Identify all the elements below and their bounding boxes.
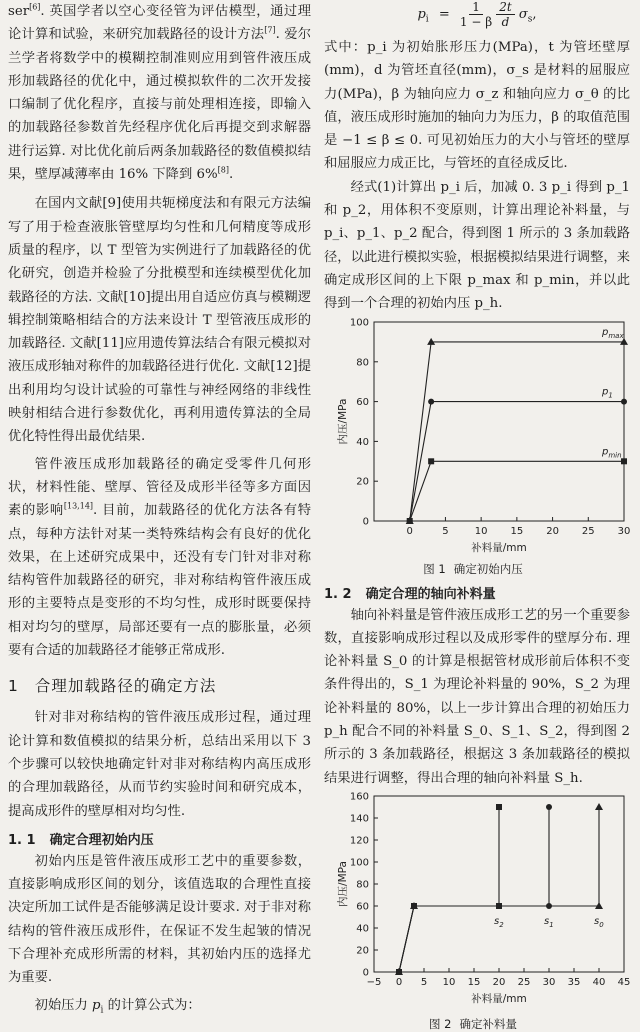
x-tick-label: 25 (517, 976, 531, 988)
series-line-pmin (410, 461, 624, 521)
x-tick-label: 5 (442, 525, 449, 537)
y-tick-label: 120 (349, 835, 369, 847)
x-axis-label: 补料量/mm (471, 992, 527, 1005)
y-tick-label: 80 (356, 879, 369, 891)
y-tick-label: 60 (356, 901, 369, 913)
right-paragraph-2: 经式(1)计算出 p_i 后，加减 0. 3 p_i 得到 p_1 和 p_2，用体积不变原则，计算出理论补料量，与 p_i、p_1、p_2 配合，得到图 1 所示的 3 条加载路径，以此进行模拟实验，根据模拟结果进行调整，来确定成形区间的上下限 p_max 和 p_min，并以此得到一个合理的初始内压 p_h. (324, 179, 630, 312)
x-tick-label: 15 (510, 525, 524, 537)
y-tick-label: 60 (356, 396, 369, 408)
x-tick-label: 10 (442, 976, 456, 988)
x-tick-label: 45 (617, 976, 630, 988)
data-point-pmin (407, 518, 413, 524)
x-tick-label: 35 (567, 976, 581, 988)
plot-frame (374, 322, 624, 521)
y-tick-label: 160 (349, 791, 369, 803)
figure-1-chart (324, 316, 630, 561)
y-tick-label: 0 (362, 967, 369, 979)
left-paragraph-5: 初始内压是管件液压成形工艺中的重要参数，直接影响成形区间的划分，该值选取的合理性直接决定所加工试件是否能够满足设计要求. 对于非对称结构的管件液压成形件，在保证不发生起皱的情况下合理补充成形所需的材料，其初始内压的选择尤为重要. (8, 853, 311, 986)
x-tick-label: 5 (420, 976, 428, 988)
data-point-pmin (621, 458, 627, 464)
left-paragraph-3: 管件液压成形加载路径的确定受零件几何形状，材料性能、壁厚、管径及成形半径等多方面因素的影响[13,14]. 目前，加载路径的优化方法各有特点，每种方法针对某一类特殊结构会有良好的优化效果，在上述研究成果中，还没有专门针对非对称结构管件加载路径的研究，非对称结构管件液压成形的主要特点是变形的不均匀性，成形时既要保持相对均匀的壁厚，局部还要有一点的膨胀量，必须要有合适的加载路径才能够正常成形. (8, 456, 312, 659)
y-tick-label: 40 (356, 923, 369, 935)
data-point-s0 (595, 803, 603, 810)
series-label-pmin: $p_{min}$ (602, 445, 622, 459)
figure-2-caption: 图 2 确定补料量 (429, 1016, 517, 1031)
left-paragraph-1: ser[6]. 英国学者以空心变径管为评估模型，通过理论计算和试验，来研究加载路径的设计方法[7]. 爱尔兰学者将数学中的模糊控制准则应用到管件液压成形加载路径的优化中，通过模拟软件的二次开发接口编制了优化程序，直接与前处理相连接，即输入的加载路径参数首先经程序优化后再提交到求解器进行运算. 对比优化前后两条加载路径的数值模拟结果，壁厚减薄率由 16% 下降到 6%[8]. (8, 2, 311, 183)
series-line-pmax (410, 341, 624, 520)
data-point-s1 (546, 804, 552, 810)
x-tick-label: 20 (546, 525, 559, 537)
section-1-heading: 1 合理加载路径的确定方法 (8, 677, 217, 696)
y-tick-label: 20 (356, 945, 369, 957)
series-label-s2: $s_2$ (494, 915, 504, 929)
series-line-s2 (399, 807, 499, 972)
data-point-s2 (496, 804, 502, 810)
series-label-pmax: $p_{max}$ (602, 326, 624, 340)
y-tick-label: 80 (356, 356, 369, 368)
x-axis-label: 补料量/mm (471, 541, 527, 554)
left-paragraph-2: 在国内文献[9]使用共轭梯度法和有限元方法编写了用于检查液胀管壁厚均匀性和几何精度等成形质量的程序，以 T 型管为实例进行了加载路径的优化研究，创造并检验了分批模型和连续模型优化加载路径的方法. 文献[10]提出用自适应仿真与模糊逻辑控制策略相结合的方法来设计 T 型管液压成形的加载路径. 文献[11]应用遗传算法结合有限元模拟对液压成形轴对称件的加载路径进行优化. 文献[12]提出利用均匀设计试验的可靠性与神经网络的非线性映射相结合进行参数优化，再利用遗传算法的全局优化特性得出最优结果. (8, 196, 311, 445)
x-tick-label: −5 (366, 976, 382, 988)
y-tick-label: 140 (349, 813, 369, 825)
data-point-p1 (428, 398, 434, 404)
right-column (324, 0, 630, 1032)
x-tick-label: 0 (406, 525, 413, 537)
data-point-pmin (428, 458, 434, 464)
formula-initial-pressure: $p_i$ = $\frac{1}{1 - \beta}$ $\frac{2t}{d}$ $\sigma_s$, (417, 0, 537, 29)
data-point-p1 (621, 398, 627, 404)
series-label-s1: $s_1$ (544, 915, 554, 929)
left-column (8, 0, 311, 1017)
y-tick-label: 20 (356, 476, 369, 488)
y-tick-label: 100 (349, 317, 369, 329)
section-1-1-heading: 1. 1 确定合理初始内压 (8, 832, 154, 848)
x-tick-label: 20 (492, 976, 506, 988)
x-tick-label: 40 (592, 976, 606, 988)
series-label-p1: $p_1$ (602, 386, 613, 400)
x-tick-label: 25 (581, 525, 595, 537)
right-paragraph-3: 轴向补料量是管件液压成形工艺的另一个重要参数，直接影响成形过程以及成形零件的壁厚分布. 理论补料量 S_0 的计算是根据管材成形前后体积不变条件得出的，S_1 为理论补料量的 90%，S_2 为理论补料量的 80%，以上一步计算出合理的初始压力 p_h 配合不同的补料量 S_0、S_1、S_2，得到图 2 所示的 3 条加载路径，根据这 3 条加载路径的模拟结果进行调整，得出合理的轴向补料量 S_h. (324, 607, 630, 786)
x-tick-label: 15 (467, 976, 481, 988)
x-tick-label: 10 (474, 525, 488, 537)
series-line-s1 (399, 807, 549, 972)
y-axis-label: 内压/MPa (337, 398, 349, 445)
left-paragraph-6: 初始压力 $p_i$ 的计算公式为： (34, 997, 201, 1016)
x-tick-label: 30 (617, 525, 630, 537)
section-1-2-heading: 1. 2 确定合理的轴向补料量 (324, 586, 496, 602)
x-tick-label: 30 (542, 976, 556, 988)
x-tick-label: 0 (395, 976, 403, 988)
right-paragraph-1: 式中：p_i 为初始胀形压力(MPa)，t 为管坯壁厚(mm)，d 为管坯直径(mm)，σ_s 是材料的屈服应力(MPa)，β 为轴向应力 σ_z 和轴向应力 σ_θ 的比值，液压成形时施加的轴向力为压力，β 的取值范围是 −1 ≤ β ≤ 0. 可见初始压力的大小与管坯的壁厚和屈服应力成正比，与管坯的直径成反比. (324, 40, 630, 172)
series-label-s0: $s_0$ (594, 915, 604, 929)
left-paragraph-4: 针对非对称结构的管件液压成形过程，通过理论计算和数值模拟的结果分析，总结出采用以下 3 个步骤可以较快地确定针对非对称结构内高压成形的合理加载路径，从而节约实验时间和研究成本，提高成形件的壁厚相对均匀性. (8, 710, 311, 819)
figure-1-caption: 图 1 确定初始内压 (423, 561, 523, 576)
y-tick-label: 0 (362, 516, 369, 528)
y-tick-label: 40 (356, 436, 369, 448)
y-tick-label: 100 (349, 857, 369, 869)
figure-2-chart (324, 790, 630, 1016)
y-axis-label: 内压/MPa (337, 860, 349, 907)
